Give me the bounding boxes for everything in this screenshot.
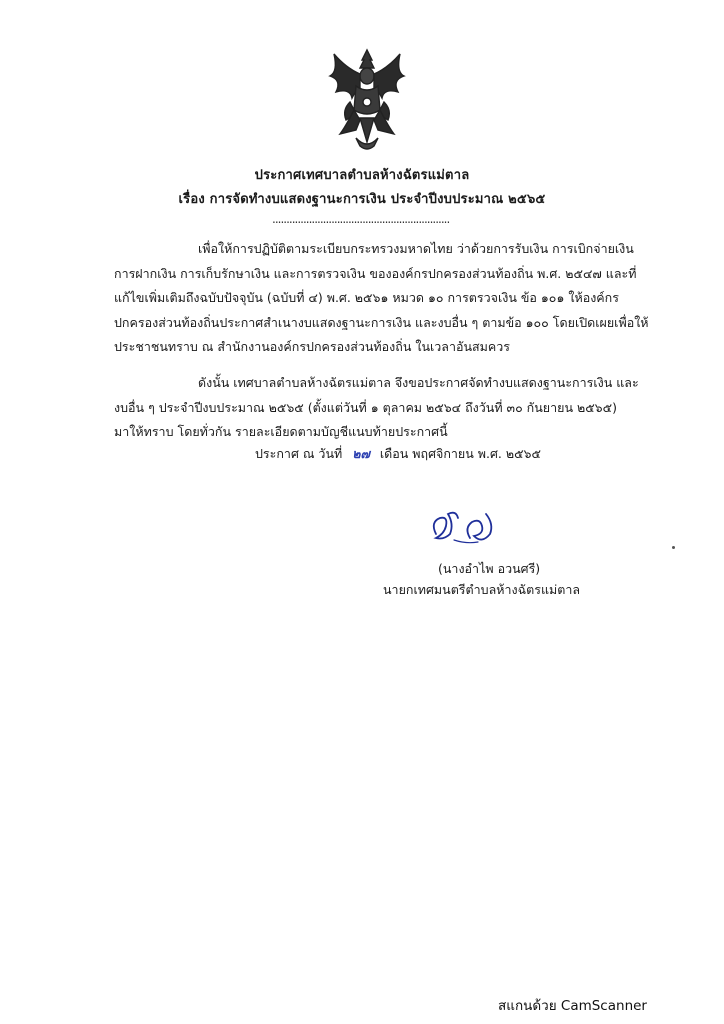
paragraph-line: การฝากเงิน การเก็บรักษาเงิน และการตรวจเงิน ขององค์กรปกครองส่วนท้องถิ่น พ.ศ. ๒๕๔๗ และที่ bbox=[114, 265, 637, 281]
scanner-watermark: สแกนด้วย CamScanner bbox=[498, 998, 647, 1014]
paragraph-line: ดังนั้น เทศบาลตำบลห้างฉัตรแม่ตาล จึงขอประกาศจัดทำงบแสดงฐานะการเงิน และ bbox=[198, 375, 639, 390]
paragraph-line: แก้ไขเพิ่มเติมถึงฉบับปัจจุบัน (ฉบับที่ ๔) พ.ศ. ๒๕๖๑ หมวด ๑๐ การตรวจเงิน ข้อ ๑๐๑ ให้องค์กร bbox=[114, 290, 619, 305]
signatory-position: นายกเทศมนตรีตำบลห้างฉัตรแม่ตาล bbox=[383, 582, 581, 597]
date-prefix: ประกาศ ณ วันที่ bbox=[255, 446, 343, 461]
signatory-name: (นางอำไพ อวนศรี) bbox=[438, 561, 541, 576]
title-divider: ............................................................... bbox=[272, 212, 450, 226]
date-suffix: เดือน พฤศจิกายน พ.ศ. ๒๕๖๕ bbox=[379, 446, 541, 461]
announcement-date bbox=[255, 444, 541, 464]
announcement-title: ประกาศเทศบาลตำบลห้างฉัตรแม่ตาล bbox=[254, 168, 470, 183]
paragraph-line: เพื่อให้การปฏิบัติตามระเบียบกระทรวงมหาดไทย ว่าด้วยการรับเงิน การเบิกจ่ายเงิน bbox=[198, 241, 634, 256]
handwritten-day: ๒๗ bbox=[352, 446, 370, 461]
paragraph-1 bbox=[114, 237, 649, 360]
paragraph-line: มาให้ทราบ โดยทั่วกัน รายละเอียดตามบัญชีแนบท้ายประกาศนี้ bbox=[114, 424, 448, 439]
paragraph-line: ปกครองส่วนท้องถิ่นประกาศสำเนางบแสดงฐานะการเงิน และงบอื่น ๆ ตามข้อ ๑๐๐ โดยเปิดเผยเพื่อให้ bbox=[114, 314, 649, 330]
paragraph-line: ประชาชนทราบ ณ สำนักงานองค์กรปกครองส่วนท้องถิ่น ในเวลาอันสมควร bbox=[114, 339, 510, 354]
scan-speck bbox=[672, 546, 675, 549]
paragraph-2 bbox=[114, 371, 639, 445]
garuda-emblem-icon bbox=[326, 46, 408, 154]
handwritten-signature-icon bbox=[426, 504, 502, 548]
paragraph-line: งบอื่น ๆ ประจำปีงบประมาณ ๒๕๖๕ (ตั้งแต่วันที่ ๑ ตุลาคม ๒๕๖๔ ถึงวันที่ ๓๐ กันยายน ๒๕๖๕) bbox=[114, 399, 617, 415]
announcement-subject: เรื่อง การจัดทำงบแสดงฐานะการเงิน ประจำปีงบประมาณ ๒๕๖๕ bbox=[178, 192, 546, 207]
